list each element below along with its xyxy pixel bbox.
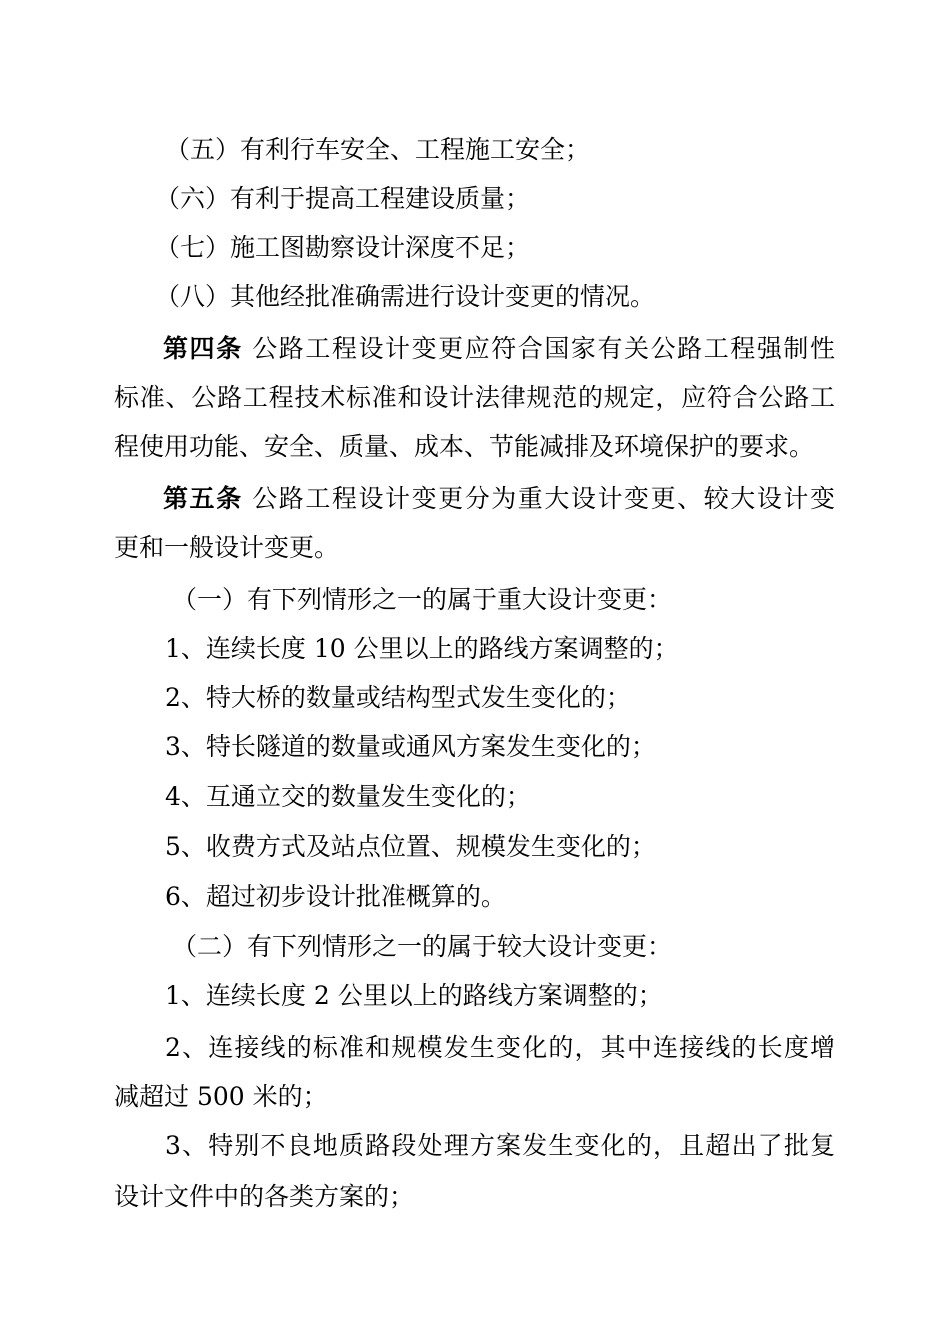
paragraph-line xyxy=(172,930,672,964)
list-item xyxy=(165,880,506,914)
article-heading-line xyxy=(163,332,835,366)
line-text: 6、超过初步设计批准概算的。 xyxy=(165,882,506,911)
article-label: 第四条 xyxy=(163,334,243,363)
paragraph-line xyxy=(114,381,835,415)
line-text: 程使用功能、安全、质量、成本、节能减排及环境保护的要求。 xyxy=(114,432,815,461)
list-item xyxy=(165,681,631,715)
line-text: （一）有下列情形之一的属于重大设计变更： xyxy=(172,585,673,614)
line-text: 5、收费方式及站点位置、规模发生变化的； xyxy=(165,832,656,861)
list-item xyxy=(165,730,656,764)
list-item xyxy=(165,1129,835,1163)
list-item xyxy=(165,632,679,666)
paragraph-line xyxy=(114,1080,328,1114)
paragraph-line xyxy=(114,1180,414,1214)
line-text: 减超过 500 米的； xyxy=(114,1082,328,1111)
line-text: 公路工程设计变更分为重大设计变更、较大设计变 xyxy=(252,484,835,513)
paragraph-line xyxy=(114,531,339,565)
list-item xyxy=(165,830,656,864)
line-text: 标准、公路工程技术标准和设计法律规范的规定，应符合公路工 xyxy=(114,383,835,412)
article-label: 第五条 xyxy=(163,484,243,513)
line-text: 公路工程设计变更应符合国家有关公路工程强制性 xyxy=(252,334,835,363)
list-item xyxy=(165,979,663,1013)
paragraph-line xyxy=(172,583,672,617)
line-text: 2、特大桥的数量或结构型式发生变化的； xyxy=(165,683,631,712)
line-text: 4、互通立交的数量发生变化的； xyxy=(165,782,531,811)
line-text: （七）施工图勘察设计深度不足； xyxy=(155,233,531,262)
article-heading-line xyxy=(163,482,835,516)
paragraph-line xyxy=(114,430,814,464)
line-text: 2、连接线的标准和规模发生变化的，其中连接线的长度增 xyxy=(165,1033,835,1062)
paragraph-line xyxy=(165,133,590,167)
line-text: （八）其他经批准确需进行设计变更的情况。 xyxy=(155,282,656,311)
list-item xyxy=(165,780,531,814)
paragraph-line xyxy=(155,182,530,216)
line-text: （五）有利行车安全、工程施工安全； xyxy=(165,135,591,164)
line-text: （二）有下列情形之一的属于较大设计变更： xyxy=(172,932,673,961)
line-text: 设计文件中的各类方案的； xyxy=(114,1182,415,1211)
paragraph-line xyxy=(155,280,655,314)
line-text: 3、特长隧道的数量或通风方案发生变化的； xyxy=(165,732,656,761)
line-text: 1、连续长度 2 公里以上的路线方案调整的； xyxy=(165,981,663,1010)
list-item xyxy=(165,1031,835,1065)
line-text: 1、连续长度 10 公里以上的路线方案调整的； xyxy=(165,634,679,663)
line-text: 3、特别不良地质路段处理方案发生变化的，且超出了批复 xyxy=(165,1131,835,1160)
line-text: 更和一般设计变更。 xyxy=(114,533,340,562)
paragraph-line xyxy=(155,231,530,265)
line-text: （六）有利于提高工程建设质量； xyxy=(155,184,531,213)
